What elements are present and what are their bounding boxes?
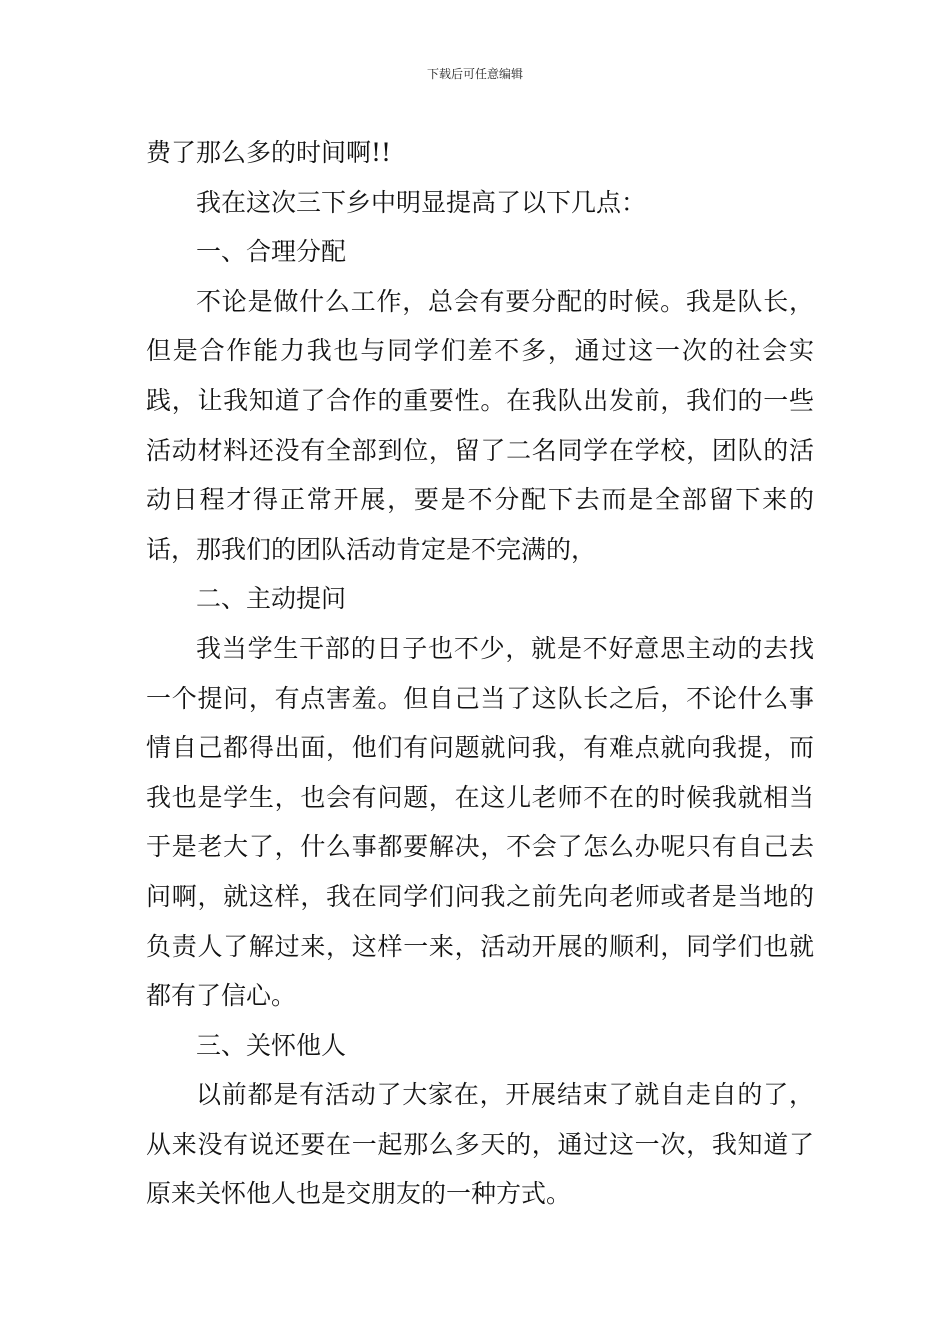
section-heading-2: 二、主动提问 — [196, 584, 347, 614]
paragraph-continuation: 费了那么多的时间啊!! — [146, 138, 392, 167]
paragraph-section-3: 以前都是有活动了大家在，开展结束了就自走自的了，从来没有说还要在一起那么多天的，通过这一次，我知道了原来关怀他人也是交朋友的一种方式。 — [146, 1080, 814, 1209]
paragraph-intro: 我在这次三下乡中明显提高了以下几点： — [196, 187, 647, 217]
section-heading-1: 一、合理分配 — [196, 237, 347, 267]
page-header: 下载后可任意编辑 — [426, 67, 523, 81]
paragraph-section-1: 不论是做什么工作，总会有要分配的时候。我是队长，但是合作能力我也与同学们差不多，通过这一次的社会实践，让我知道了合作的重要性。在我队出发前，我们的一些活动材料还没有全部到位，留了二名同学在学校，团队的活动日程才得正常开展，要是不分配下去而是全部留下来的话，那我们的团队活动肯定是不完满的， — [146, 286, 814, 564]
section-heading-3: 三、关怀他人 — [196, 1030, 347, 1060]
document-body — [146, 128, 814, 1219]
paragraph-section-2: 我当学生干部的日子也不少，就是不好意思主动的去找一个提问，有点害羞。但自己当了这队长之后，不论什么事情自己都得出面，他们有问题就问我，有难点就向我提，而我也是学生，也会有问题，在这儿老师不在的时候我就相当于是老大了，什么事都要解决，不会了怎么办呢只有自己去问啊，就这样，我在同学们问我之前先向老师或者是当地的负责人了解过来，这样一来，活动开展的顺利，同学们也就都有了信心。 — [146, 633, 814, 1011]
